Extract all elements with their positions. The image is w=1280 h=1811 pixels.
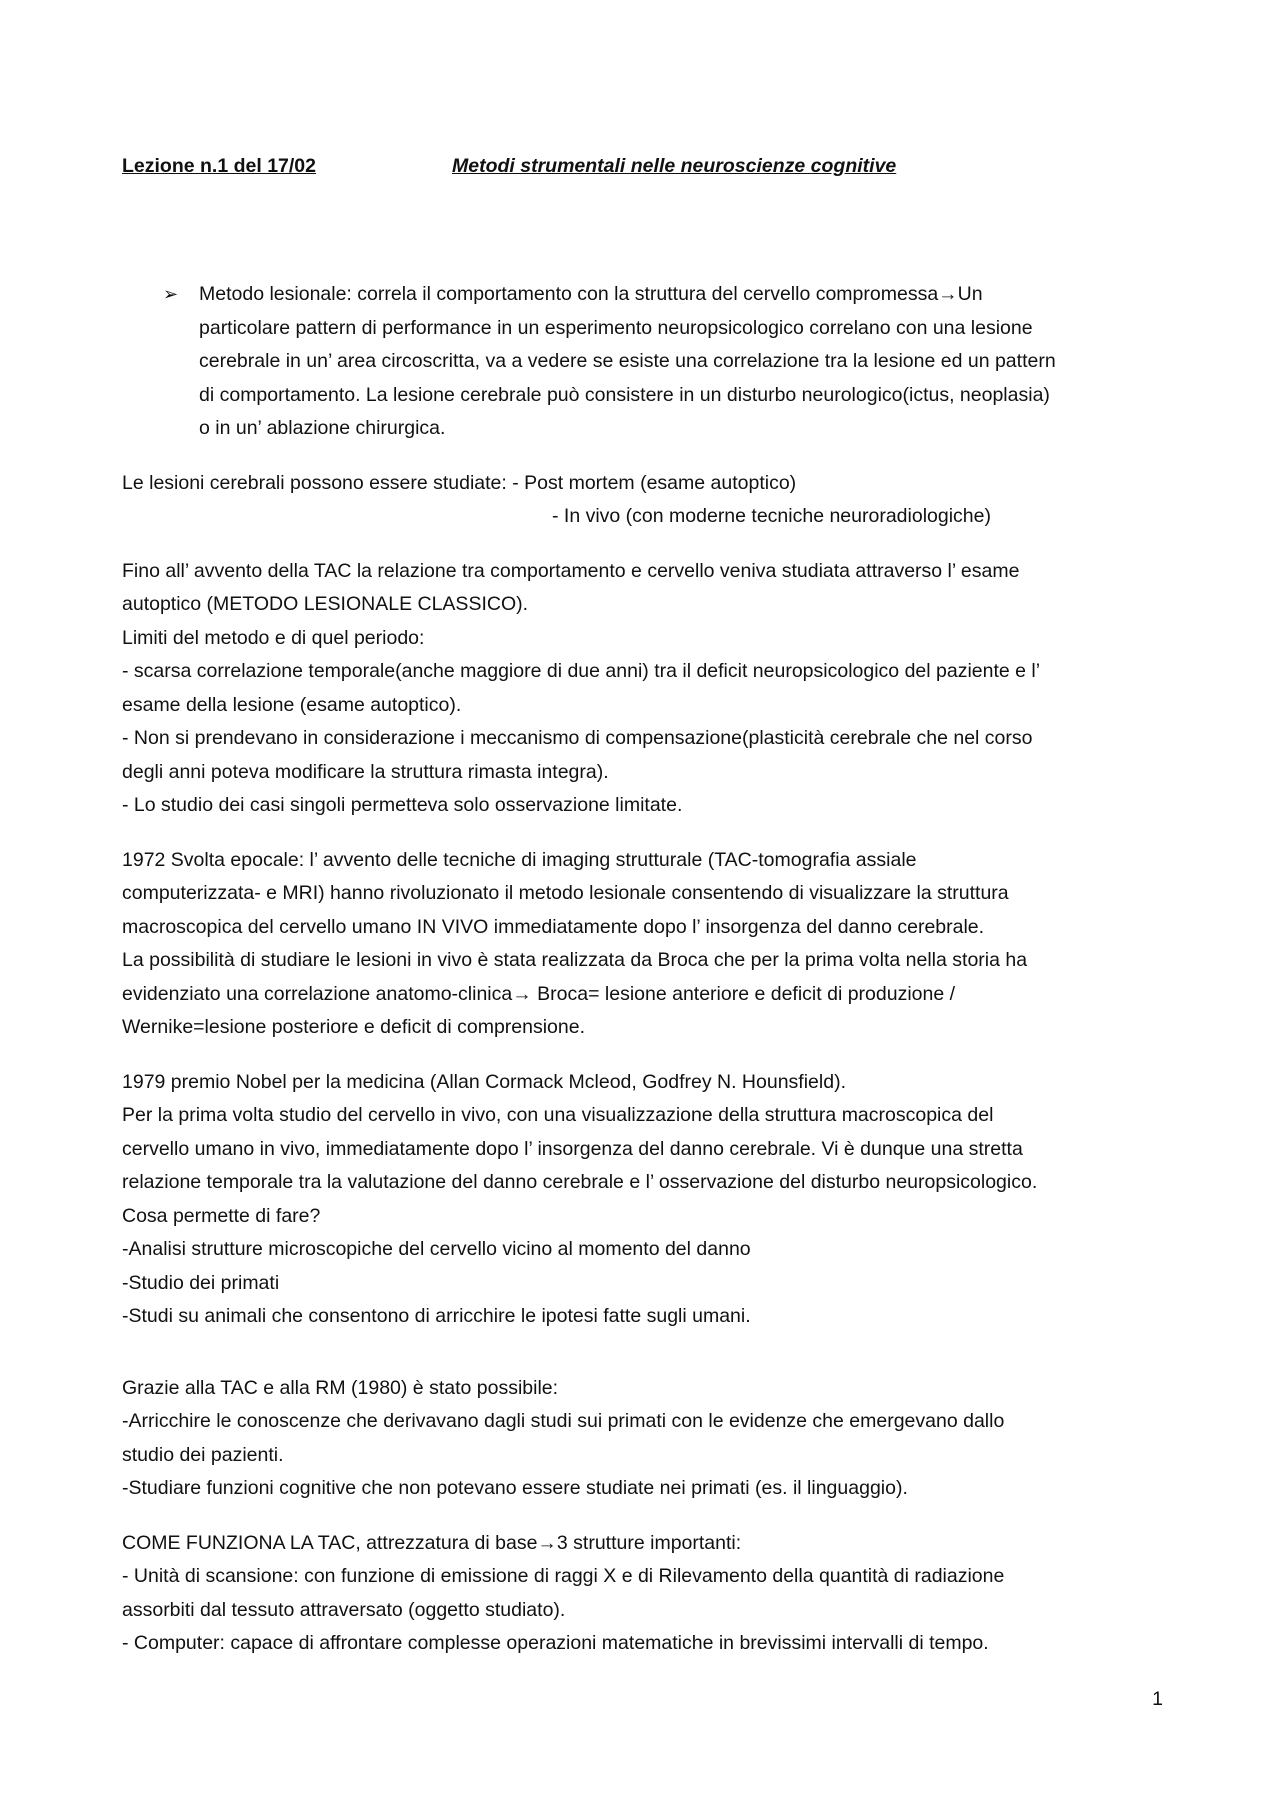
lesson-header bbox=[122, 150, 1172, 184]
text-line: - Lo studio dei casi singoli permetteva solo osservazione limitate. bbox=[122, 794, 683, 816]
paragraph-1979 bbox=[122, 1066, 1172, 1334]
page-content bbox=[122, 150, 1172, 1661]
text-line: relazione temporale tra la valutazione del danno cerebrale e l’ osservazione del disturbo neuropsicologico. bbox=[122, 1171, 1038, 1193]
paragraph-lesioni bbox=[122, 467, 1172, 534]
text-line: -Studio dei primati bbox=[122, 1271, 280, 1294]
text-line: - In vivo (con moderne tecniche neuroradiologiche) bbox=[552, 505, 991, 527]
bullet-line: cerebrale in un’ area circoscritta, va a vedere se esiste una correlazione tra la lesione ed un pattern bbox=[199, 350, 1056, 372]
page-number: 1 bbox=[1152, 1688, 1163, 1710]
lesson-label: Lezione n.1 del 17/02 bbox=[122, 155, 316, 177]
bullet-line: Metodo lesionale: correla il comportamento con la struttura del cervello compromessa→Un bbox=[199, 283, 983, 305]
paragraph-tac-rm bbox=[122, 1372, 1172, 1506]
text-line: studio dei pazienti. bbox=[122, 1443, 284, 1466]
text-line: cervello umano in vivo, immediatamente dopo l’ insorgenza del danno cerebrale. Vi è dunque una stretta bbox=[122, 1137, 1023, 1160]
paragraph-1972 bbox=[122, 844, 1172, 1045]
text-line: Fino all’ avvento della TAC la relazione tra comportamento e cervello veniva studiata attraverso l’ esame bbox=[122, 559, 1020, 582]
paragraph-avvento-tac bbox=[122, 555, 1172, 823]
text-line: - Unità di scansione: con funzione di emissione di raggi X e di Rilevamento della quantità di radiazione bbox=[122, 1565, 1005, 1587]
bullet-line: particolare pattern di performance in un esperimento neuropsicologico correlano con una lesione bbox=[199, 316, 1033, 339]
text-line: COME FUNZIONA LA TAC, attrezzatura di base→3 strutture importanti: bbox=[122, 1531, 742, 1554]
text-line: - scarsa correlazione temporale(anche maggiore di due anni) tra il deficit neuropsicologico del paziente e l’ bbox=[122, 660, 1041, 682]
text-line: evidenziato una correlazione anatomo-clinica→ Broca= lesione anteriore e deficit di produzione / bbox=[122, 982, 956, 1005]
bullet-line: di comportamento. La lesione cerebrale può consistere in un disturbo neurologico(ictus, neoplasia) bbox=[199, 383, 1050, 406]
text-line: assorbiti dal tessuto attraversato (oggetto studiato). bbox=[122, 1598, 566, 1621]
text-line: degli anni poteva modificare la struttura rimasta integra). bbox=[122, 760, 609, 783]
text-line: Le lesioni cerebrali possono essere studiate: - Post mortem (esame autoptico) bbox=[122, 471, 797, 494]
text-line: - Computer: capace di affrontare complesse operazioni matematiche in brevissimi intervalli di tempo. bbox=[122, 1632, 989, 1654]
text-line: -Analisi strutture microscopiche del cervello vicino al momento del danno bbox=[122, 1238, 751, 1260]
text-line: 1972 Svolta epocale: l’ avvento delle tecniche di imaging strutturale (TAC-tomografia assiale bbox=[122, 848, 917, 871]
text-line: Grazie alla TAC e alla RM (1980) è stato possibile: bbox=[122, 1376, 559, 1399]
text-line: esame della lesione (esame autoptico). bbox=[122, 693, 462, 716]
text-line: macroscopica del cervello umano IN VIVO immediatamente dopo l’ insorgenza del danno cerebrale. bbox=[122, 915, 985, 938]
text-line: - Non si prendevano in considerazione i meccanismo di compensazione(plasticità cerebrale che nel corso bbox=[122, 727, 1033, 749]
text-line: Per la prima volta studio del cervello in vivo, con una visualizzazione della struttura macroscopica del bbox=[122, 1104, 994, 1126]
paragraph-come-funziona bbox=[122, 1527, 1172, 1661]
text-line: computerizzata- e MRI) hanno rivoluzionato il metodo lesionale consentendo di visualizzare la struttura bbox=[122, 882, 1009, 904]
bullet-line: o in un’ ablazione chirurgica. bbox=[199, 417, 446, 439]
arrow-bullet-icon: ➢ bbox=[163, 284, 179, 304]
text-line: -Arricchire le conoscenze che derivavano dagli studi sui primati con le evidenze che emergevano dallo bbox=[122, 1410, 1005, 1432]
lesson-title: Metodi strumentali nelle neuroscienze cognitive bbox=[452, 155, 897, 177]
text-line: La possibilità di studiare le lesioni in vivo è stata realizzata da Broca che per la prima volta nella storia ha bbox=[122, 949, 1028, 971]
text-line: Wernike=lesione posteriore e deficit di comprensione. bbox=[122, 1016, 586, 1038]
bullet-metodo-lesionale bbox=[122, 278, 1172, 446]
text-line: autoptico (METODO LESIONALE CLASSICO). bbox=[122, 593, 529, 615]
text-line: -Studi su animali che consentono di arricchire le ipotesi fatte sugli umani. bbox=[122, 1305, 751, 1327]
text-line: Limiti del metodo e di quel periodo: bbox=[122, 626, 425, 649]
text-line: 1979 premio Nobel per la medicina (Allan Cormack Mcleod, Godfrey N. Hounsfield). bbox=[122, 1070, 846, 1093]
text-line: -Studiare funzioni cognitive che non potevano essere studiate nei primati (es. il linguaggio). bbox=[122, 1477, 908, 1499]
text-line: Cosa permette di fare? bbox=[122, 1204, 321, 1227]
